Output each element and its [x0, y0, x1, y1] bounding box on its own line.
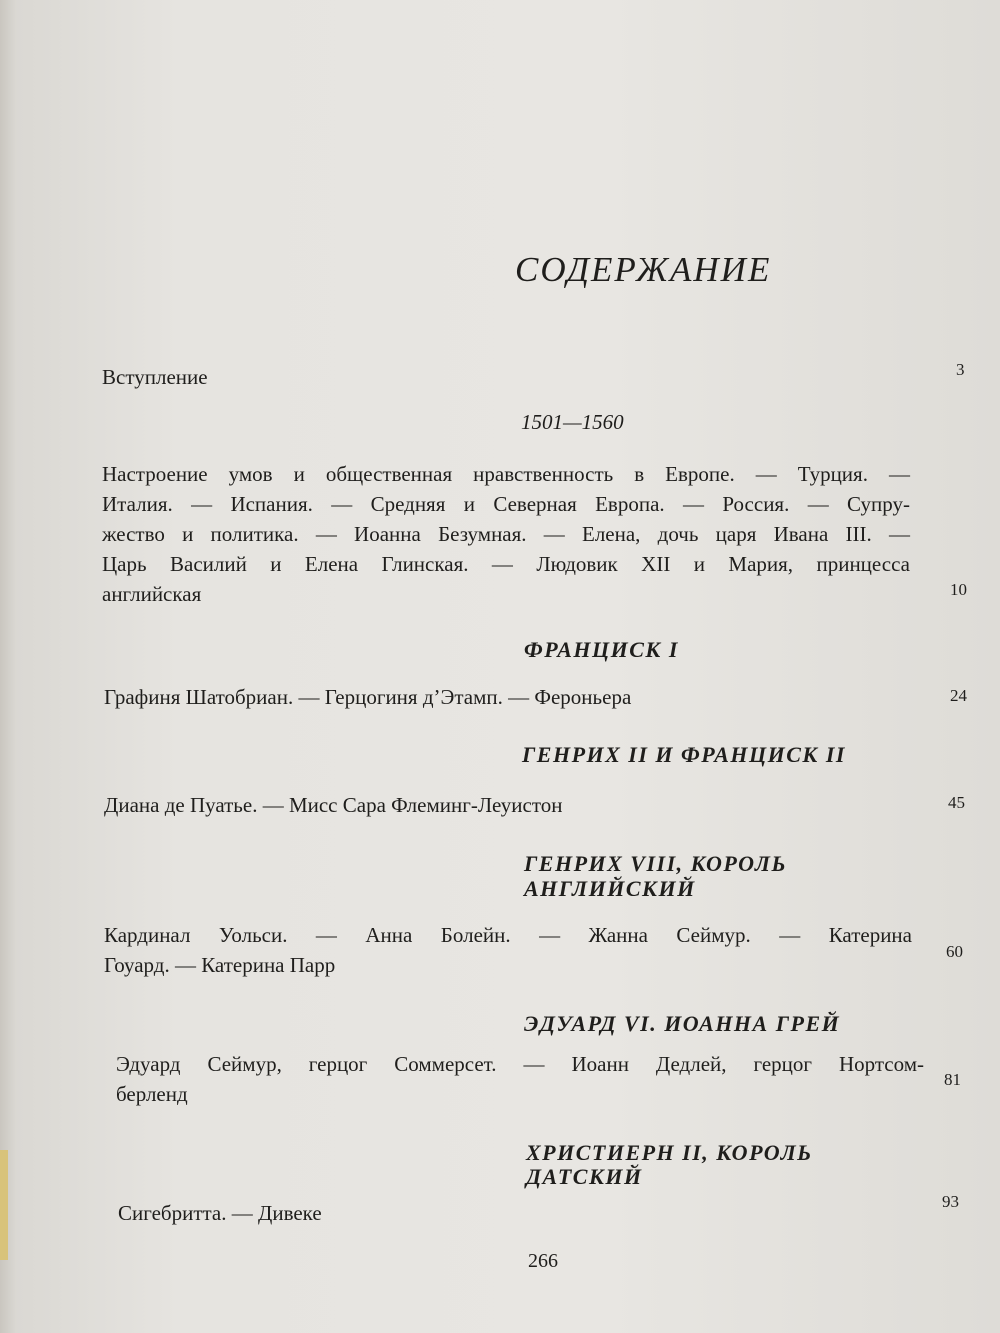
- page-edge-tab: [0, 1150, 8, 1260]
- toc-intro-label: Вступление: [102, 365, 208, 389]
- page-folio-number: 266: [528, 1250, 558, 1272]
- toc-page-number: 45: [948, 793, 965, 812]
- toc-page-number: 60: [946, 942, 963, 961]
- page-spine-shadow: [0, 0, 16, 1333]
- toc-page-number: 93: [942, 1192, 959, 1211]
- toc-entry-line: Гоуард. — Катерина Парр: [104, 953, 336, 977]
- toc-page-number: 10: [950, 580, 967, 599]
- toc-entry-line: Царь Василий и Елена Глинская. — Людовик XII и Мария, принцесса: [102, 552, 910, 576]
- section-title-henry-viii: ГЕНРИХ VIII, КОРОЛЬ: [524, 851, 787, 876]
- toc-entry-line: жество и политика. — Иоанна Безумная. — Елена, дочь царя Ивана III. —: [102, 522, 910, 546]
- toc-entry-line: Графиня Шатобриан. — Герцогиня д’Этамп. — Фероньера: [104, 685, 632, 709]
- toc-entry-line: английская: [102, 582, 202, 606]
- toc-entry-line: Диана де Пуатье. — Мисс Сара Флеминг-Леуистон: [104, 793, 563, 817]
- toc-entry-line: Эдуард Сеймур, герцог Соммерсет. — Иоанн Дедлей, герцог Нортсом-: [116, 1052, 924, 1076]
- toc-intro-page: 3: [956, 360, 965, 379]
- toc-entry-line: берленд: [116, 1082, 188, 1106]
- toc-entry-line: Италия. — Испания. — Средняя и Северная Европа. — Россия. — Супру-: [102, 492, 910, 516]
- section-title-francis-i: ФРАНЦИСК I: [524, 637, 679, 662]
- toc-entry-line: Кардинал Уольси. — Анна Болейн. — Жанна Сеймур. — Катерина: [104, 923, 912, 947]
- toc-entry-line: Сигебритта. — Дивеке: [118, 1201, 322, 1225]
- section-title-christian-ii-line2: ДАТСКИЙ: [526, 1164, 643, 1189]
- toc-entry-line: Настроение умов и общественная нравственность в Европе. — Турция. —: [102, 462, 910, 486]
- section-title-henry-viii-line2: АНГЛИЙСКИЙ: [524, 876, 696, 901]
- toc-page-number: 24: [950, 686, 967, 705]
- section-title-henry-ii: ГЕНРИХ II И ФРАНЦИСК II: [522, 742, 846, 767]
- section-title-edward-vi: ЭДУАРД VI. ИОАННА ГРЕЙ: [524, 1011, 841, 1036]
- section-title-christian-ii: ХРИСТИЕРН II, КОРОЛЬ: [526, 1140, 813, 1165]
- section-title-1501-1560: 1501—1560: [521, 410, 624, 434]
- contents-heading: СОДЕРЖАНИЕ: [515, 250, 772, 289]
- toc-page-number: 81: [944, 1070, 961, 1089]
